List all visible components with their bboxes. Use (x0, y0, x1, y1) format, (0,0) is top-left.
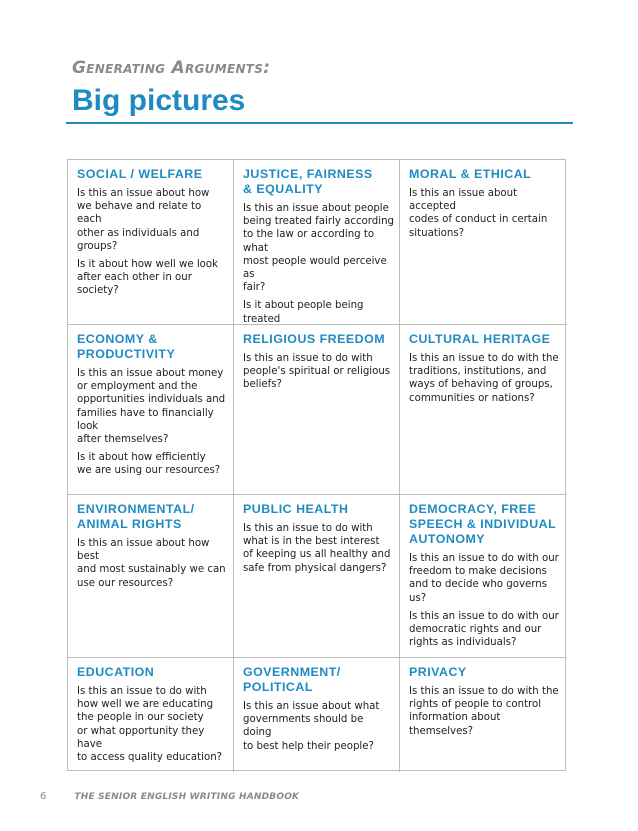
card-religious-freedom (234, 325, 400, 495)
card-text: Is this an issue about accepted codes of conduct in certain situations? (409, 188, 548, 239)
card-social-welfare (68, 160, 234, 325)
card-text: Is this an issue to do with our freedom to make decisions and to decide who governs us? (409, 553, 559, 604)
card-title: CULTURAL HERITAGE (409, 332, 551, 346)
card-text: Is this an issue to do with the rights of people to control information about themselves? (409, 686, 559, 737)
card-democracy-free-speech (400, 495, 567, 658)
card-title: GOVERNMENT/ POLITICAL (243, 665, 341, 694)
title-underline (66, 122, 573, 124)
card-title: PUBLIC HEALTH (243, 502, 349, 516)
card-public-health (234, 495, 400, 658)
page-title: Big pictures (72, 84, 246, 117)
card-title: PRIVACY (409, 665, 467, 679)
card-title: MORAL & ETHICAL (409, 167, 532, 181)
card-text: Is this an issue about money or employment and the opportunities individuals and families have to financially look after themselves? (77, 368, 226, 446)
card-environmental-animal-rights (68, 495, 234, 658)
card-text: Is this an issue about what governments should be doing to best help their people? (243, 701, 380, 752)
card-title: ENVIRONMENTAL/ ANIMAL RIGHTS (77, 502, 195, 531)
card-text: Is this an issue to do with what is in the best interest of keeping us all healthy and safe from physical dangers? (243, 523, 391, 574)
card-text: Is this an issue about how best and most sustainably we can use our resources? (77, 538, 226, 589)
card-text: Is it about how well we look after each other in our society? (77, 259, 219, 297)
card-text: Is this an issue to do with our democratic rights and our rights as individuals? (409, 610, 559, 649)
card-title: SOCIAL / WELFARE (77, 167, 203, 181)
card-text: Is it about how efficiently we are using our resources? (77, 452, 221, 477)
page-number: 6 (40, 791, 47, 802)
section-kicker: Generating Arguments: (72, 58, 271, 78)
card-economy-productivity (68, 325, 234, 495)
card-text: Is this an issue to do with the traditions, institutions, and ways of behaving of groups, communities or nations? (409, 353, 559, 404)
card-moral-ethical (400, 160, 567, 325)
card-justice-fairness-equality (234, 160, 400, 325)
card-text: Is this an issue about how we behave and relate to each other as individuals and groups? (77, 188, 210, 252)
card-title: JUSTICE, FAIRNESS & EQUALITY (243, 167, 373, 196)
card-title: DEMOCRACY, FREE SPEECH & INDIVIDUAL AUTONOMY (409, 502, 557, 546)
card-title: ECONOMY & PRODUCTIVITY (77, 332, 176, 361)
card-text: Is this an issue to do with how well we are educating the people in our society or what opportunity they have to access quality education? (77, 686, 223, 764)
card-government-political (234, 658, 400, 772)
page-footer (40, 791, 299, 802)
card-title: EDUCATION (77, 665, 155, 679)
card-title: RELIGIOUS FREEDOM (243, 332, 386, 346)
card-text: Is it about people being treated (243, 300, 364, 325)
card-privacy (400, 658, 567, 772)
card-cultural-heritage (400, 325, 567, 495)
card-text: Is this an issue to do with people's spiritual or religious beliefs? (243, 353, 391, 391)
card-education (68, 658, 234, 772)
issues-grid (67, 159, 566, 771)
book-title: THE SENIOR ENGLISH WRITING HANDBOOK (74, 791, 300, 802)
card-text: Is this an issue about people being treated fairly according to the law or according to what most people would perceive as fair? (243, 203, 395, 294)
